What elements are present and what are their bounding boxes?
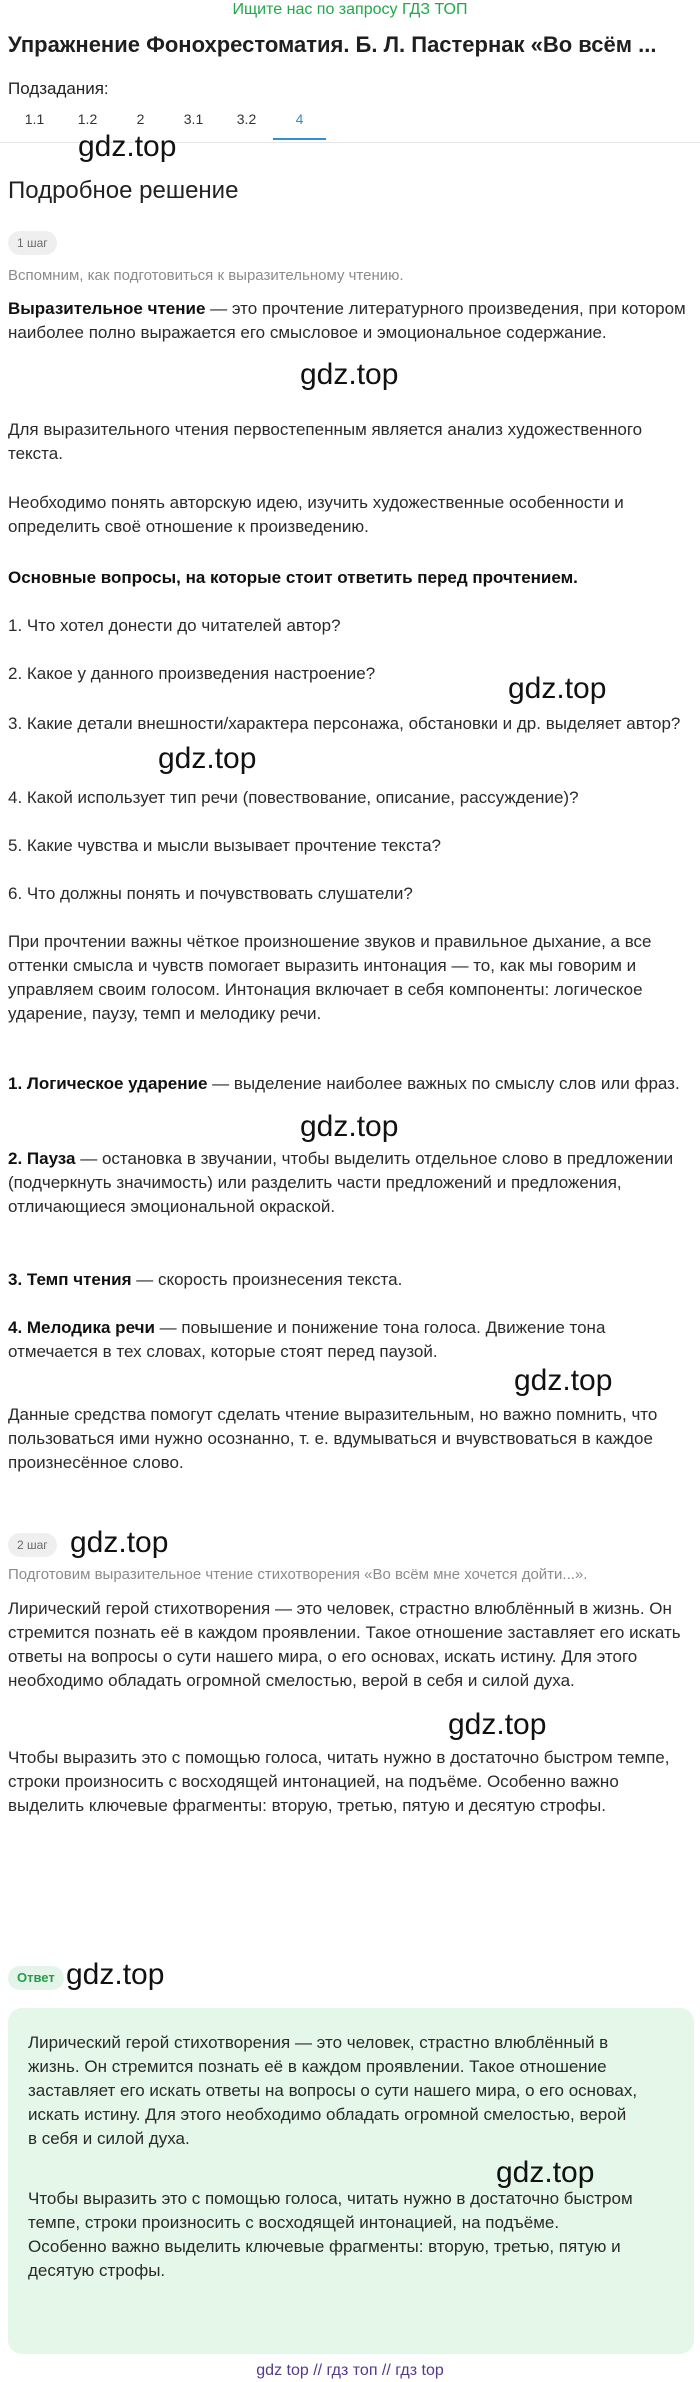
watermark: gdz.top [496, 2156, 595, 2189]
paragraph: Лирический герой стихотворения — это человек, страстно влюблённый в жизнь. Он стремится познать её в каждом проявлении. Такое отношение заставляет его искать ответы на вопросы о сути нашего мира, о его основах, искать истину. Для этого необходимо обладать огромной смелостью, верой в себя и силой духа. [8, 1599, 681, 1690]
question-item: 2. Какое у данного произведения настроение? [8, 664, 376, 683]
term-paragraph: 2. Пауза — остановка в звучании, чтобы выделить отдельное слово в предложении (подчеркнуть значимость) или разделить части предложений и предложения, отличающиеся эмоциональной окраской. [8, 1149, 674, 1216]
definition-text: — это прочтение литературного произведения, при котором наиболее полно выражается его смысловое и эмоциональное содержание. [8, 299, 686, 342]
watermark: gdz.top [158, 742, 257, 775]
solution-title: Подробное решение [8, 177, 239, 204]
tab-4[interactable]: 4 [273, 108, 326, 140]
tab-3-1[interactable]: 3.1 [183, 111, 204, 127]
definition-term: Выразительное чтение [8, 299, 206, 318]
question-item: 5. Какие чувства и мысли вызывает прочтение текста? [8, 836, 441, 855]
question-item: 4. Какой использует тип речи (повествование, описание, рассуждение)? [8, 788, 579, 807]
footer-links[interactable]: gdz top // гдз топ // гдз top [256, 2362, 444, 2379]
watermark: gdz.top [70, 1526, 169, 1559]
step-1-hint: Вспомним, как подготовиться к выразительному чтению. [8, 267, 404, 284]
step-2-badge: 2 шаг [8, 1533, 57, 1557]
top-banner[interactable]: Ищите нас по запросу ГДЗ ТОП [232, 1, 468, 18]
subtasks-label: Подзадания: [8, 79, 109, 98]
question-item: 3. Какие детали внешности/характера персонажа, обстановки и др. выделяет автор? [8, 714, 681, 733]
watermark: gdz.top [300, 358, 399, 391]
term-paragraph: 4. Мелодика речи — повышение и понижение тона голоса. Движение тона отмечается в тех словах, которые стоят перед паузой. [8, 1318, 606, 1361]
step-1-badge: 1 шаг [8, 231, 57, 255]
term-paragraph: 1. Логическое ударение — выделение наиболее важных по смыслу слов или фраз. [8, 1074, 680, 1093]
watermark: gdz.top [508, 672, 607, 705]
watermark: gdz.top [300, 1110, 399, 1143]
answer-paragraph: Лирический герой стихотворения — это человек, страстно влюблённый в жизнь. Он стремится познать её в каждом проявлении. Такое отношение заставляет его искать ответы на вопросы о сути нашего мира, о его основах, искать истину. Для этого необходимо обладать огромной смелостью, верой в себя и силой духа. [28, 2033, 638, 2148]
tab-2[interactable]: 2 [136, 111, 145, 127]
watermark: gdz.top [66, 1958, 165, 1991]
watermark: gdz.top [514, 1364, 613, 1397]
tab-3-2[interactable]: 3.2 [236, 111, 257, 127]
page-title: Упражнение Фонохрестоматия. Б. Л. Пастернак «Во всём ... [8, 32, 657, 57]
definition-paragraph [8, 297, 692, 345]
answer-badge: Ответ [8, 1966, 64, 1990]
paragraph: Для выразительного чтения первостепенным является анализ художественного текста. [8, 420, 643, 463]
paragraph: При прочтении важны чёткое произношение звуков и правильное дыхание, а все оттенки смысла и чувств помогает выразить интонация — то, как мы говорим и управляем своим голосом. Интонация включает в себя компоненты: логическое ударение, паузу, темп и мелодику речи. [8, 932, 652, 1023]
tab-1-1[interactable]: 1.1 [24, 111, 45, 127]
term-paragraph: 3. Темп чтения — скорость произнесения текста. [8, 1270, 403, 1289]
question-item: 1. Что хотел донести до читателей автор? [8, 616, 341, 635]
question-item: 6. Что должны понять и почувствовать слушатели? [8, 884, 413, 903]
paragraph: Чтобы выразить это с помощью голоса, читать нужно в достаточно быстром темпе, строки произносить с восходящей интонацией, на подъёме. Особенно важно выделить ключевые фрагменты: вторую, третью, пятую и десятую строфы. [8, 1748, 670, 1815]
questions-heading: Основные вопросы, на которые стоит ответить перед прочтением. [8, 568, 578, 587]
answer-paragraph: Чтобы выразить это с помощью голоса, читать нужно в достаточно быстром темпе, строки произносить с восходящей интонацией, на подъёме. Особенно важно выделить ключевые фрагменты: вторую, третью, пятую и десятую строфы. [28, 2189, 633, 2280]
watermark: gdz.top [78, 130, 177, 163]
paragraph: Данные средства помогут сделать чтение выразительным, но важно помнить, что пользоваться ими нужно осознанно, т. е. вдумываться и вчувствоваться в каждое произнесённое слово. [8, 1405, 658, 1472]
tab-1-2[interactable]: 1.2 [77, 111, 98, 127]
step-2-hint: Подготовим выразительное чтение стихотворения «Во всём мне хочется дойти...». [8, 1566, 588, 1583]
paragraph: Необходимо понять авторскую идею, изучить художественные особенности и определить своё отношение к произведению. [8, 493, 624, 536]
watermark: gdz.top [448, 1708, 547, 1741]
